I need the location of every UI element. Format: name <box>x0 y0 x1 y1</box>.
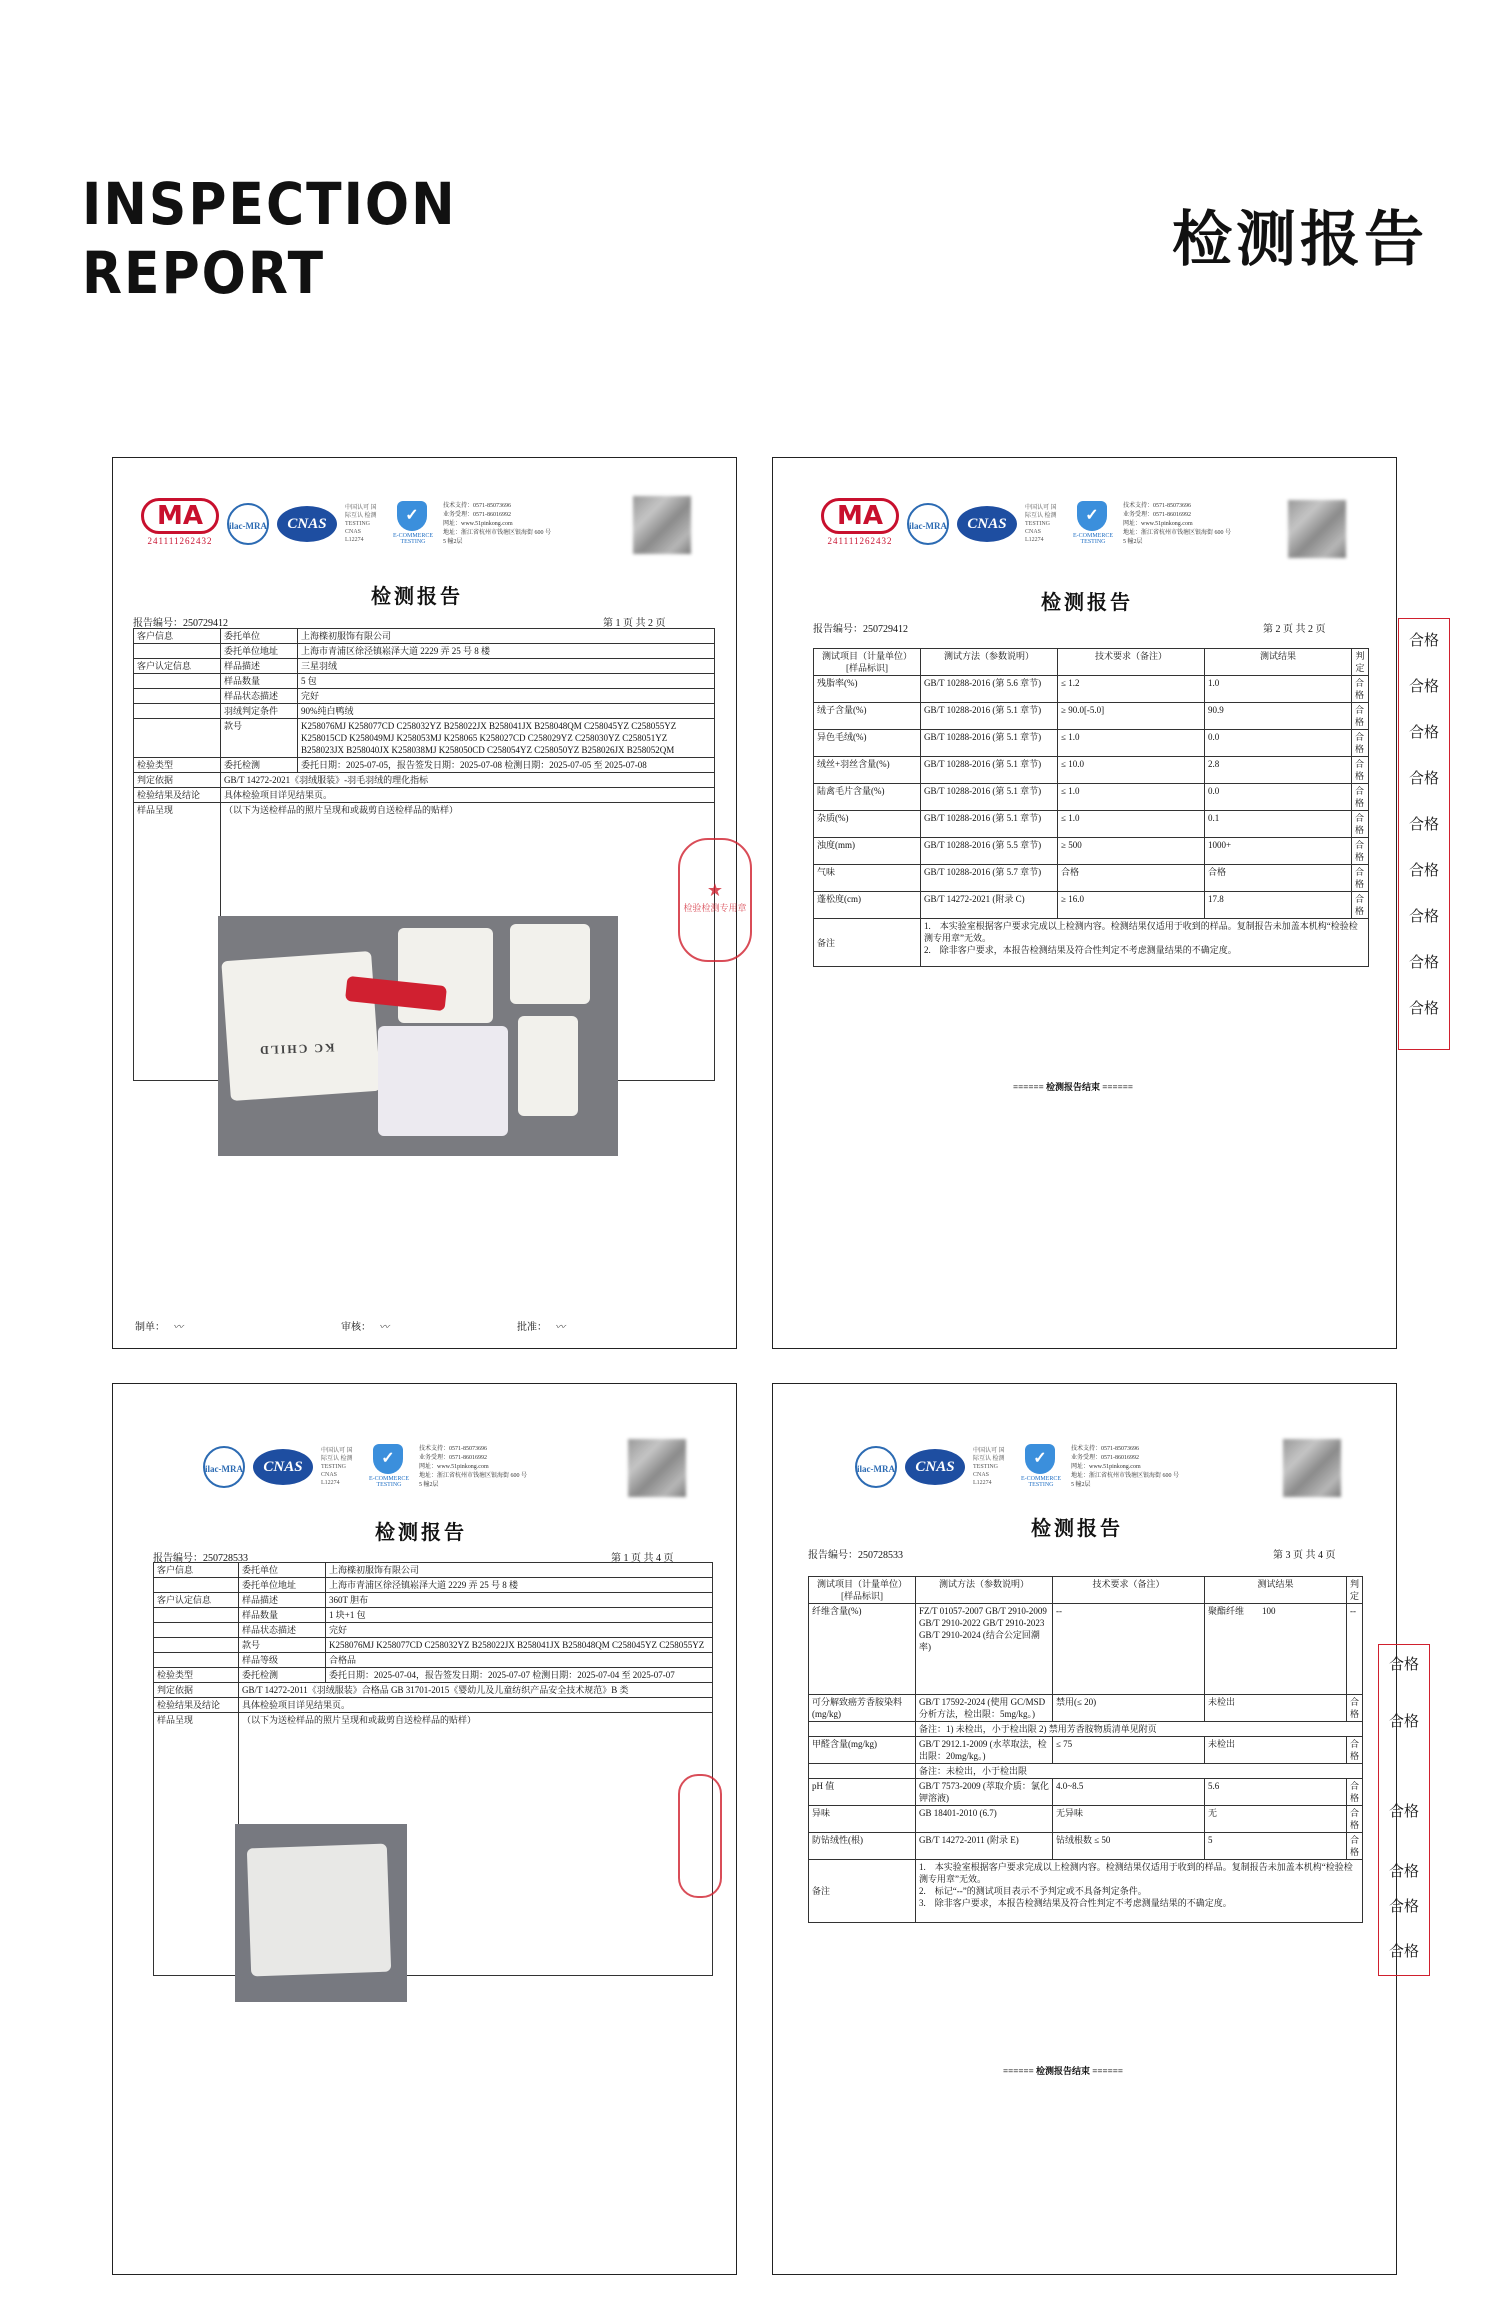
page-indicator: 第 3 页 共 4 页 <box>1273 1550 1336 1561</box>
logo-row <box>203 1444 529 1490</box>
official-stamp <box>678 1774 722 1898</box>
report-title: 检测报告 <box>371 584 463 608</box>
cnas-text: 中国认可 国际互认 检测 TESTING CNAS L12274 <box>973 1448 1005 1486</box>
down-bag <box>510 924 590 1004</box>
ilac-mra-logo: ilac-MRA <box>227 503 269 545</box>
logo-row <box>855 1444 1181 1490</box>
report-page-4 <box>772 1383 1419 2275</box>
table-header-row: 测试项目（计量单位）[样品标识] 测试方法（参数说明） 技术要求（备注） 测试结果 判定 <box>814 649 1369 676</box>
ilac-mra-logo: ilac-MRA <box>907 503 949 545</box>
table-row: 检验类型 委托检测 委托日期：2025-07-04，报告签发日期：2025-07-07 检测日期：2025-07-04 至 2025-07-07 <box>154 1668 713 1683</box>
table-row: 陆禽毛片含量(%) GB/T 10288-2016 (第 5.1 章节) ≤ 1.0 0.0 合格 <box>814 784 1369 811</box>
table-row: 蓬松度(cm) GB/T 14272-2021 (附录 C) ≥ 16.0 17.8 合格 <box>814 892 1369 919</box>
report-number: 报告编号：250728533 <box>808 1550 903 1561</box>
table-row: pH 值 GB/T 7573-2009 (萃取介质：氯化钾溶液) 4.0~8.5 5.6 合格 <box>809 1779 1363 1806</box>
table-row: 款号 K258076MJ K258077CD C258032YZ B258022JX B258041JX B258048QM C258045YZ C258055YZ K258015CD K258049MJ K258053MJ K258065 K258027CD C258029YZ C258030YZ C258051YZ B258023JX B258040JX K258038MJ K258050CD C258054YZ C258050YZ B258026JX B258052QM <box>134 719 715 758</box>
title-cn: 检测报告 <box>1172 205 1428 275</box>
contact-block: 技术支持：0571-85073696 业务受理：0571-86016992 网址：www.51pinkong.com 地址：浙江省杭州市钱塘区银海街 600 号 5 幢2层 <box>443 502 552 545</box>
table-row: 绒子含量(%) GB/T 10288-2016 (第 5.1 章节) ≥ 90.0[-5.0] 90.9 合格 <box>814 703 1369 730</box>
ecommerce-testing-logo: ✓ E-COMMERCE TESTING <box>1017 1444 1063 1490</box>
table-row: 样品状态描述 完好 <box>154 1623 713 1638</box>
approver-label: 批准： <box>517 1322 547 1333</box>
report-page-2 <box>772 457 1439 1349</box>
qr-code <box>1283 1439 1341 1497</box>
signature-row <box>135 1318 695 1333</box>
table-row: 备注：未检出，小于检出限 <box>809 1764 1363 1779</box>
report-title: 检测报告 <box>375 1520 467 1544</box>
end-marker: ====== 检测报告结束 ====== <box>1013 1082 1134 1092</box>
approver-signature: 〰 <box>555 1322 565 1333</box>
report-title: 检测报告 <box>1031 1516 1123 1540</box>
results-table <box>808 1576 1363 1923</box>
table-row: 判定依据 GB/T 14272-2021《羽绒服装》-羽毛羽绒的理化指标 <box>134 773 715 788</box>
contact-block: 技术支持：0571-85073696 业务受理：0571-86016992 网址：www.51pinkong.com 地址：浙江省杭州市钱塘区银海街 600 号 5 幢2层 <box>1123 502 1232 545</box>
fabric-sample <box>247 1844 391 1977</box>
table-row: 防钻绒性(根) GB/T 14272-2011 (附录 E) 钻绒根数 ≤ 50 5 合格 <box>809 1833 1363 1860</box>
pass-column: 合格 合格 合格 合格 合格 合格 合格 合格 合格 <box>1398 618 1450 1050</box>
logo-row <box>141 498 553 550</box>
table-row: 浊度(mm) GB/T 10288-2016 (第 5.5 章节) ≥ 500 1000+ 合格 <box>814 838 1369 865</box>
cnas-logo: CNAS <box>957 506 1017 542</box>
page-indicator: 第 1 页 共 4 页 <box>611 1553 674 1564</box>
end-marker: ====== 检测报告结束 ====== <box>1003 2066 1124 2076</box>
white-garment <box>378 1026 508 1136</box>
cnas-logo: CNAS <box>277 506 337 542</box>
report-number: 报告编号：250729412 <box>133 618 228 629</box>
report-page-3 <box>112 1383 737 2275</box>
table-row: 客户信息 委托单位 上海檪初服饰有限公司 <box>154 1563 713 1578</box>
table-row: 样品等级 合格品 <box>154 1653 713 1668</box>
title-en-line2: REPORT <box>82 240 326 308</box>
table-row: 样品数量 5 包 <box>134 674 715 689</box>
reviewer-signature: 〰 <box>379 1322 389 1333</box>
notes-row: 备注 1. 本实验室根据客户要求完成以上检测内容。检测结果仅适用于收到的样品。复制报告未加盖本机构“检验检测专用章”无效。 2. 标记“--”的测试项目表示不予判定或不具备判定条件。 3. 除非客户要求，本报告检测结果及符合性判定不考虑测量结果的不确定度。 <box>809 1860 1363 1923</box>
maker-label: 制单： <box>135 1322 165 1333</box>
cma-logo: MA 241111262432 <box>141 498 219 550</box>
official-stamp: ★ 检验检测专用章 <box>678 838 752 962</box>
qr-code <box>633 496 691 554</box>
table-header-row: 测试项目（计量单位）[样品标识] 测试方法（参数说明） 技术要求（备注） 测试结果 判定 <box>809 1577 1363 1604</box>
table-row: 样品状态描述 完好 <box>134 689 715 704</box>
table-row: 异色毛绒(%) GB/T 10288-2016 (第 5.1 章节) ≤ 1.0 0.0 合格 <box>814 730 1369 757</box>
ecommerce-testing-logo: ✓ E-COMMERCE TESTING <box>1069 501 1115 547</box>
cnas-text: 中国认可 国际互认 检测 TESTING CNAS L12274 <box>345 505 377 543</box>
qr-code <box>1288 500 1346 558</box>
table-row: 客户认定信息 样品描述 三星羽绒 <box>134 659 715 674</box>
qr-code <box>628 1439 686 1497</box>
table-row: 样品数量 1 块+1 包 <box>154 1608 713 1623</box>
table-row: 纤维含量(%) FZ/T 01057-2007 GB/T 2910-2009 GB/T 2910-2022 GB/T 2910-2023 GB/T 2910-2024 (结合公定回潮率) -- 聚酯纤维 100 -- <box>809 1604 1363 1695</box>
page-indicator: 第 1 页 共 2 页 <box>603 618 666 629</box>
table-row: 客户认定信息 样品描述 360T 胆布 <box>154 1593 713 1608</box>
table-row: 款号 K258076MJ K258077CD C258032YZ B258022JX B258041JX B258048QM C258045YZ C258055YZ <box>154 1638 713 1653</box>
report-number: 报告编号：250729412 <box>813 624 908 635</box>
title-en-line1: INSPECTION <box>82 171 457 239</box>
table-row: 可分解致癌芳香胺染料(mg/kg) GB/T 17592-2024 (使用 GC/MSD 分析方法，检出限：5mg/kg。) 禁用(≤ 20) 未检出 合格 <box>809 1695 1363 1722</box>
table-row: 气味 GB/T 10288-2016 (第 5.7 章节) 合格 合格 合格 <box>814 865 1369 892</box>
down-bag <box>518 1016 578 1116</box>
bag-print: KC CHILD <box>257 1040 335 1058</box>
page-indicator: 第 2 页 共 2 页 <box>1263 624 1326 635</box>
cnas-text: 中国认可 国际互认 检测 TESTING CNAS L12274 <box>1025 505 1057 543</box>
ecommerce-testing-logo: ✓ E-COMMERCE TESTING <box>365 1444 411 1490</box>
contact-block: 技术支持：0571-85073696 业务受理：0571-86016992 网址：www.51pinkong.com 地址：浙江省杭州市钱塘区银海街 600 号 5 幢2层 <box>419 1445 528 1488</box>
report-number: 报告编号：250728533 <box>153 1553 248 1564</box>
ilac-mra-logo: ilac-MRA <box>203 1446 245 1488</box>
table-row: 判定依据 GB/T 14272-2011《羽绒服装》合格品 GB 31701-2015《婴幼儿及儿童纺织产品安全技术规范》B 类 <box>154 1683 713 1698</box>
cnas-text: 中国认可 国际互认 检测 TESTING CNAS L12274 <box>321 1448 353 1486</box>
down-bag <box>221 951 380 1101</box>
table-row: 委托单位地址 上海市青浦区徐泾镇崧泽大道 2229 弄 25 号 8 楼 <box>154 1578 713 1593</box>
table-row: 甲醛含量(mg/kg) GB/T 2912.1-2009 (水萃取法，检出限：20mg/kg。) ≤ 75 未检出 合格 <box>809 1737 1363 1764</box>
table-row: 样品呈现 （以下为送检样品的照片呈现和或裁剪自送检样品的贴样） <box>154 1713 713 1976</box>
ecommerce-testing-logo: ✓ E-COMMERCE TESTING <box>389 501 435 547</box>
table-row: 检验结果及结论 具体检验项目详见结果页。 <box>134 788 715 803</box>
cnas-logo: CNAS <box>905 1449 965 1485</box>
table-row: 异味 GB 18401-2010 (6.7) 无异味 无 合格 <box>809 1806 1363 1833</box>
report-page-1 <box>112 457 747 1349</box>
table-row: 绒丝+羽丝含量(%) GB/T 10288-2016 (第 5.1 章节) ≤ 10.0 2.8 合格 <box>814 757 1369 784</box>
contact-block: 技术支持：0571-85073696 业务受理：0571-86016992 网址：www.51pinkong.com 地址：浙江省杭州市钱塘区银海街 600 号 5 幢2层 <box>1071 1445 1180 1488</box>
table-row: 备注：1) 未检出，小于检出限 2) 禁用芳香胺物质清单见附页 <box>809 1722 1363 1737</box>
cnas-logo: CNAS <box>253 1449 313 1485</box>
report-title: 检测报告 <box>1041 590 1133 614</box>
maker-signature: 〰 <box>173 1322 183 1333</box>
table-row: 检验类型 委托检测 委托日期：2025-07-05，报告签发日期：2025-07-08 检测日期：2025-07-05 至 2025-07-08 <box>134 758 715 773</box>
logo-row <box>821 498 1233 550</box>
table-row: 羽绒判定条件 90%纯白鸭绒 <box>134 704 715 719</box>
ilac-mra-logo: ilac-MRA <box>855 1446 897 1488</box>
table-row: 杂质(%) GB/T 10288-2016 (第 5.1 章节) ≤ 1.0 0.1 合格 <box>814 811 1369 838</box>
inspection-report-title <box>82 170 457 309</box>
table-row: 样品呈现 （以下为送检样品的照片呈现和或裁剪自送检样品的贴样） <box>134 803 715 1081</box>
reviewer-label: 审核： <box>341 1322 371 1333</box>
pass-column: 合格 合格 合格 合格 合格 合格 <box>1378 1644 1430 1976</box>
table-row: 委托单位地址 上海市青浦区徐泾镇崧泽大道 2229 弄 25 号 8 楼 <box>134 644 715 659</box>
results-table <box>813 648 1369 967</box>
notes-row: 备注 1. 本实验室根据客户要求完成以上检测内容。检测结果仅适用于收到的样品。复制报告未加盖本机构“检验检测专用章”无效。 2. 除非客户要求，本报告检测结果及符合性判定不考虑测量结果的不确定度。 <box>814 919 1369 967</box>
cma-logo: MA 241111262432 <box>821 498 899 550</box>
table-row: 客户信息 委托单位 上海檪初服饰有限公司 <box>134 629 715 644</box>
table-row: 残脂率(%) GB/T 10288-2016 (第 5.6 章节) ≤ 1.2 1.0 合格 <box>814 676 1369 703</box>
down-bag <box>398 928 493 1023</box>
sample-photo <box>235 1824 407 2002</box>
table-row: 检验结果及结论 具体检验项目详见结果页。 <box>154 1698 713 1713</box>
sample-photo <box>218 916 618 1156</box>
